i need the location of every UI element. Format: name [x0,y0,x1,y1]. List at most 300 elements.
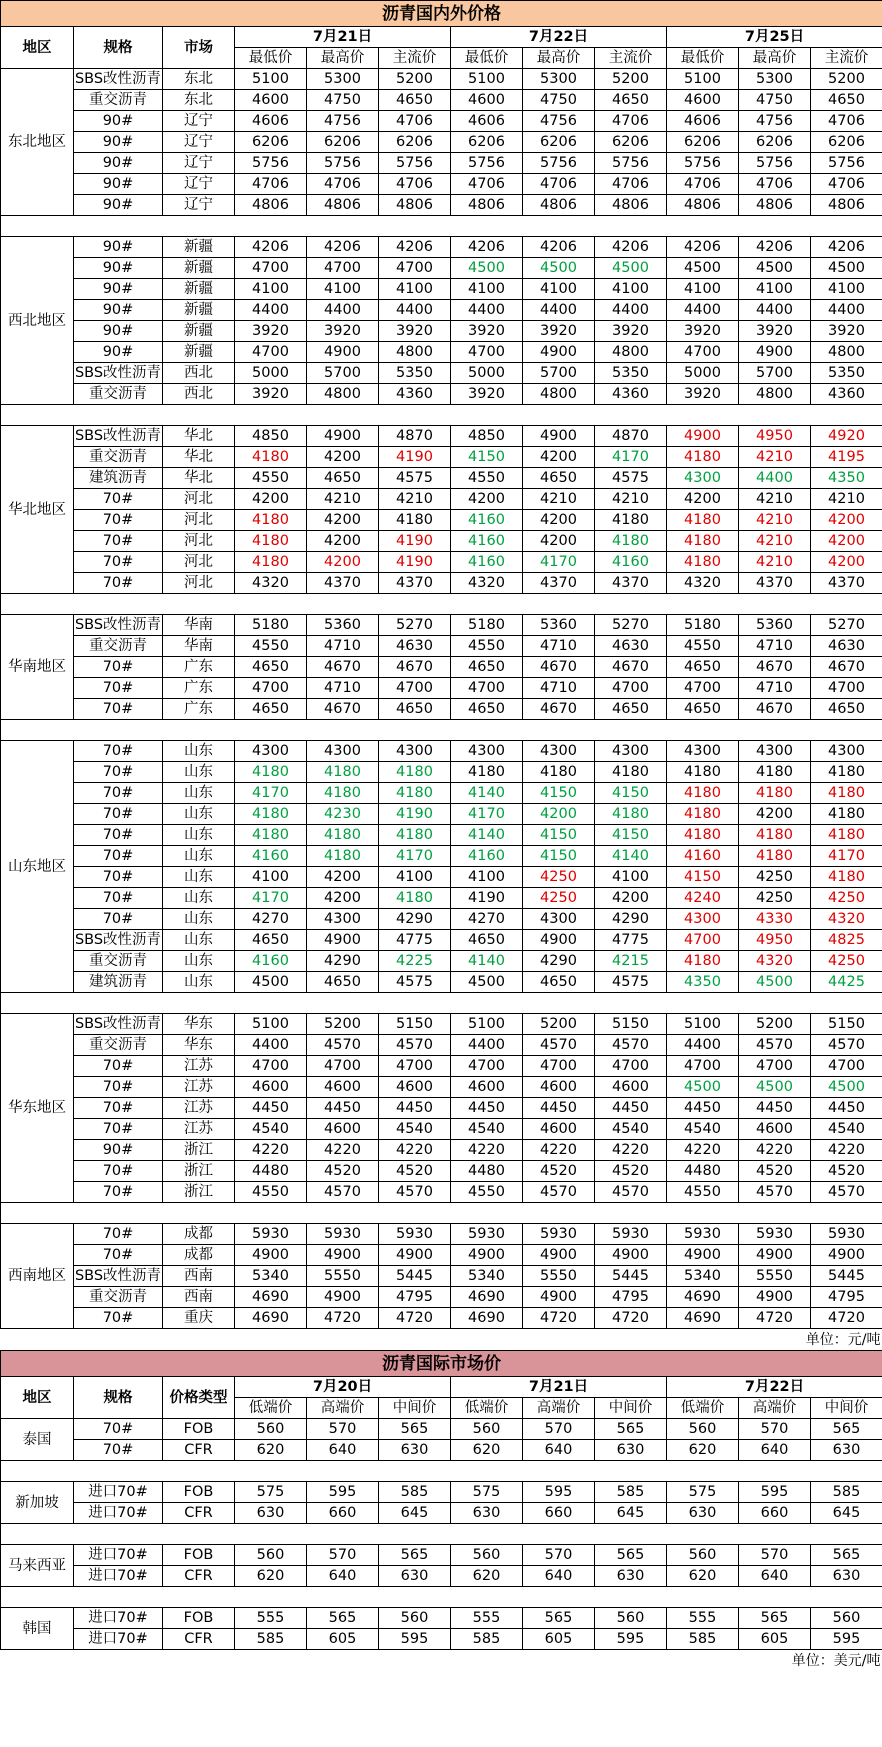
price-cell: 4180 [379,888,451,909]
market-cell: 广东 [163,657,235,678]
price-cell: 4650 [811,90,882,111]
spec-cell: 70# [74,531,163,552]
price-cell: 5180 [451,615,523,636]
price-cell: 4650 [307,468,379,489]
price-cell: 4806 [307,195,379,216]
price-cell: 5930 [307,1224,379,1245]
price-cell: 4690 [235,1287,307,1308]
price-cell: 4180 [307,762,379,783]
market-cell: 成都 [163,1245,235,1266]
spec-cell: 70# [74,888,163,909]
price-cell: 3920 [523,321,595,342]
table-row [1,552,882,573]
price-cell: 4720 [523,1308,595,1329]
spec-cell: 进口70# [74,1503,163,1524]
price-cell: 620 [235,1566,307,1587]
price-cell: 4600 [379,1077,451,1098]
price-cell: 5756 [523,153,595,174]
market-cell: 浙江 [163,1140,235,1161]
price-cell: 565 [379,1545,451,1566]
price-cell: 4350 [667,972,739,993]
price-cell: 4806 [595,195,667,216]
price-cell: 4795 [595,1287,667,1308]
price-cell: 4225 [379,951,451,972]
price-cell: 5200 [523,1014,595,1035]
price-cell: 660 [739,1503,811,1524]
price-cell: 5930 [451,1224,523,1245]
price-cell: 4206 [307,237,379,258]
price-cell: 4180 [235,552,307,573]
price-cell: 4180 [307,825,379,846]
price-cell: 4100 [523,279,595,300]
price-cell: 4850 [235,426,307,447]
price-cell: 4180 [811,762,882,783]
spec-cell: 70# [74,1077,163,1098]
price-cell: 4160 [451,531,523,552]
price-cell: 4600 [595,1077,667,1098]
price-cell: 4710 [307,678,379,699]
price-cell: 4500 [523,258,595,279]
price-cell: 6206 [739,132,811,153]
price-cell: 630 [379,1440,451,1461]
spec-cell: SBS改性沥青 [74,1266,163,1287]
price-cell: 4606 [451,111,523,132]
price-cell: 4180 [595,510,667,531]
price-cell: 4180 [235,531,307,552]
price-cell: 605 [523,1629,595,1650]
table-row [1,657,882,678]
price-cell: 4480 [667,1161,739,1182]
price-cell: 4900 [523,342,595,363]
table-row [1,1287,882,1308]
price-cell: 575 [667,1482,739,1503]
spec-cell: 70# [74,1440,163,1461]
table-row [1,342,882,363]
table-row [1,573,882,594]
price-cell: 4806 [739,195,811,216]
table-row [1,279,882,300]
price-cell: 645 [379,1503,451,1524]
price-cell: 4710 [307,636,379,657]
price-cell: 585 [451,1629,523,1650]
market-cell: 西北 [163,384,235,405]
spec-cell: 90# [74,195,163,216]
market-cell: 西南 [163,1266,235,1287]
price-cell: 4570 [307,1035,379,1056]
price-cell: 4330 [739,909,811,930]
price-cell: 4540 [235,1119,307,1140]
price-cell: 5930 [379,1224,451,1245]
price-cell: 4180 [235,510,307,531]
price-cell: 3920 [811,321,882,342]
price-cell: 4300 [523,909,595,930]
price-cell: 5000 [235,363,307,384]
price-cell: 3920 [379,321,451,342]
market-cell: 重庆 [163,1308,235,1329]
spacer-row [1,405,882,426]
price-cell: 4756 [739,111,811,132]
table-row [1,1545,882,1566]
table-row [1,1608,882,1629]
price-cell: 4706 [307,174,379,195]
price-cell: 4180 [739,762,811,783]
table-row [1,699,882,720]
price-cell: 4710 [523,678,595,699]
price-cell: 4200 [523,804,595,825]
table-row [1,1140,882,1161]
price-cell: 4100 [595,867,667,888]
market-cell: FOB [163,1419,235,1440]
header-date-3: 7月25日 [667,27,882,48]
price-cell: 4706 [379,111,451,132]
spec-cell: 建筑沥青 [74,972,163,993]
price-cell: 4250 [523,888,595,909]
price-cell: 4170 [523,552,595,573]
price-cell: 605 [307,1629,379,1650]
spec-cell: 90# [74,342,163,363]
price-cell: 4300 [667,468,739,489]
price-cell: 4300 [811,741,882,762]
price-cell: 4570 [739,1035,811,1056]
price-cell: 4500 [811,258,882,279]
table-row [1,300,882,321]
price-cell: 4400 [451,1035,523,1056]
price-cell: 4370 [595,573,667,594]
price-cell: 4140 [451,783,523,804]
price-cell: 4150 [595,783,667,804]
price-cell: 4170 [811,846,882,867]
market-cell: 山东 [163,972,235,993]
price-cell: 4230 [307,804,379,825]
price-cell: 4220 [235,1140,307,1161]
price-cell: 4180 [811,783,882,804]
spacer-row [1,1524,882,1545]
price-cell: 5700 [523,363,595,384]
market-cell: 西南 [163,1287,235,1308]
header-low: 最低价 [667,48,739,69]
price-cell: 4500 [739,258,811,279]
price-cell: 4800 [523,384,595,405]
price-cell: 6206 [595,132,667,153]
price-cell: 4180 [235,825,307,846]
market-cell: 新疆 [163,258,235,279]
spacer-row [1,1587,882,1608]
price-cell: 5756 [595,153,667,174]
price-cell: 5930 [739,1224,811,1245]
price-cell: 4180 [811,825,882,846]
price-cell: 5930 [667,1224,739,1245]
price-cell: 4180 [451,762,523,783]
price-cell: 4180 [379,762,451,783]
price-cell: 4200 [811,552,882,573]
spec-cell: 70# [74,1308,163,1329]
header-high: 最高价 [523,48,595,69]
spec-cell: 90# [74,300,163,321]
price-cell: 3920 [307,321,379,342]
price-cell: 5700 [739,363,811,384]
price-cell: 4600 [235,1077,307,1098]
header-low: 低端价 [451,1398,523,1419]
market-cell: 江苏 [163,1056,235,1077]
price-cell: 4630 [811,636,882,657]
price-cell: 4180 [235,447,307,468]
price-cell: 4180 [667,804,739,825]
price-cell: 4450 [379,1098,451,1119]
price-cell: 4720 [595,1308,667,1329]
price-cell: 5700 [307,363,379,384]
spacer-row [1,216,882,237]
price-cell: 4540 [667,1119,739,1140]
price-cell: 5180 [667,615,739,636]
header-high: 最高价 [307,48,379,69]
price-cell: 565 [307,1608,379,1629]
price-cell: 4670 [595,657,667,678]
unit-row [1,1650,882,1672]
price-cell: 4900 [307,930,379,951]
price-cell: 4190 [379,531,451,552]
price-cell: 4195 [811,447,882,468]
spec-cell: 70# [74,783,163,804]
price-cell: 630 [811,1440,882,1461]
market-cell: 辽宁 [163,132,235,153]
price-cell: 630 [595,1566,667,1587]
price-cell: 4900 [523,1287,595,1308]
spacer-cell [1,1524,882,1545]
price-cell: 4670 [739,699,811,720]
spacer-row [1,993,882,1014]
price-cell: 4500 [667,1077,739,1098]
price-cell: 560 [811,1608,882,1629]
price-cell: 4370 [811,573,882,594]
spec-cell: 进口70# [74,1629,163,1650]
table-row [1,1440,882,1461]
market-cell: 辽宁 [163,153,235,174]
price-cell: 4606 [235,111,307,132]
price-cell: 4720 [739,1308,811,1329]
price-cell: 6206 [811,132,882,153]
price-cell: 4100 [595,279,667,300]
price-cell: 660 [523,1503,595,1524]
price-cell: 4150 [595,825,667,846]
price-cell: 4700 [307,1056,379,1077]
international-price-table [0,1350,882,1671]
price-cell: 555 [667,1608,739,1629]
price-cell: 5340 [451,1266,523,1287]
market-cell: 新疆 [163,321,235,342]
price-cell: 4180 [667,552,739,573]
market-cell: 山东 [163,825,235,846]
price-cell: 4210 [739,510,811,531]
spec-cell: 90# [74,321,163,342]
header-high: 高端价 [739,1398,811,1419]
table-row [1,1566,882,1587]
price-cell: 5350 [595,363,667,384]
price-cell: 4220 [811,1140,882,1161]
price-cell: 4700 [235,678,307,699]
price-cell: 4160 [451,552,523,573]
price-cell: 4206 [595,237,667,258]
price-cell: 4200 [307,531,379,552]
table-row [1,1629,882,1650]
table-row [1,174,882,195]
price-cell: 4500 [595,258,667,279]
price-cell: 4600 [307,1119,379,1140]
price-cell: 585 [379,1482,451,1503]
table-row [1,930,882,951]
header-spec: 规格 [74,27,163,69]
table-row [1,951,882,972]
price-cell: 4500 [451,972,523,993]
price-cell: 4180 [595,804,667,825]
table-row [1,468,882,489]
market-cell: 新疆 [163,237,235,258]
price-cell: 4400 [235,300,307,321]
price-cell: 4900 [235,1245,307,1266]
price-cell: 4950 [739,426,811,447]
price-cell: 4320 [739,951,811,972]
price-cell: 3920 [451,321,523,342]
price-cell: 4180 [667,510,739,531]
price-cell: 640 [739,1440,811,1461]
price-cell: 4900 [739,1245,811,1266]
price-cell: 4180 [379,783,451,804]
price-cell: 565 [739,1608,811,1629]
price-cell: 4200 [595,888,667,909]
table-row [1,1035,882,1056]
price-cell: 4210 [307,489,379,510]
price-cell: 555 [451,1608,523,1629]
unit-note: 单位：美元/吨 [791,1652,881,1669]
table-row [1,1077,882,1098]
price-cell: 4240 [667,888,739,909]
market-cell: 辽宁 [163,174,235,195]
price-cell: 4300 [379,741,451,762]
table-row [1,804,882,825]
price-cell: 5270 [379,615,451,636]
price-cell: 4650 [307,972,379,993]
price-cell: 645 [595,1503,667,1524]
region-cell: 华南地区 [1,615,74,720]
price-cell: 4806 [523,195,595,216]
price-cell: 5340 [235,1266,307,1287]
price-cell: 4400 [595,300,667,321]
price-cell: 585 [667,1629,739,1650]
price-cell: 5930 [811,1224,882,1245]
price-cell: 4800 [379,342,451,363]
header-low: 最低价 [451,48,523,69]
price-cell: 5445 [379,1266,451,1287]
price-cell: 640 [523,1440,595,1461]
price-cell: 4670 [811,657,882,678]
price-cell: 4270 [235,909,307,930]
market-cell: 华东 [163,1035,235,1056]
price-cell: 4800 [595,342,667,363]
spec-cell: 进口70# [74,1608,163,1629]
price-cell: 4550 [451,468,523,489]
price-cell: 5270 [811,615,882,636]
price-cell: 645 [811,1503,882,1524]
price-cell: 630 [667,1503,739,1524]
price-cell: 4160 [451,510,523,531]
price-cell: 4210 [379,489,451,510]
region-cell: 华东地区 [1,1014,74,1203]
table-row [1,846,882,867]
price-cell: 595 [739,1482,811,1503]
header-low: 最低价 [235,48,307,69]
price-cell: 4360 [595,384,667,405]
market-cell: 辽宁 [163,195,235,216]
price-cell: 4206 [811,237,882,258]
spec-cell: SBS改性沥青 [74,363,163,384]
price-cell: 4795 [379,1287,451,1308]
price-cell: 4575 [379,468,451,489]
price-cell: 4250 [739,888,811,909]
price-cell: 595 [379,1629,451,1650]
price-cell: 4450 [595,1098,667,1119]
table-row [1,972,882,993]
price-cell: 4650 [235,657,307,678]
price-cell: 4200 [811,531,882,552]
price-cell: 3920 [595,321,667,342]
market-cell: 江苏 [163,1119,235,1140]
table-row [1,1182,882,1203]
price-cell: 4500 [811,1077,882,1098]
price-cell: 5350 [379,363,451,384]
table-row [1,258,882,279]
price-cell: 4100 [307,279,379,300]
price-cell: 640 [523,1566,595,1587]
spec-cell: SBS改性沥青 [74,930,163,951]
price-cell: 4450 [811,1098,882,1119]
price-cell: 5756 [235,153,307,174]
price-cell: 4400 [307,300,379,321]
header-date-2: 7月22日 [451,27,667,48]
market-cell: 河北 [163,552,235,573]
price-cell: 4300 [307,909,379,930]
spacer-row [1,1203,882,1224]
price-cell: 4206 [523,237,595,258]
price-cell: 4170 [235,888,307,909]
table-row [1,1503,882,1524]
header-main: 主流价 [595,48,667,69]
header-main: 主流价 [811,48,882,69]
price-cell: 560 [667,1545,739,1566]
table-row [1,1119,882,1140]
price-cell: 4756 [523,111,595,132]
price-cell: 4250 [523,867,595,888]
price-cell: 4750 [307,90,379,111]
price-cell: 4650 [595,90,667,111]
price-cell: 565 [595,1419,667,1440]
price-cell: 4100 [667,279,739,300]
price-cell: 4700 [667,1056,739,1077]
price-cell: 575 [451,1482,523,1503]
price-cell: 4806 [811,195,882,216]
price-cell: 5150 [811,1014,882,1035]
price-cell: 4200 [451,489,523,510]
price-cell: 4706 [739,174,811,195]
price-cell: 4480 [235,1161,307,1182]
price-cell: 4100 [451,279,523,300]
price-cell: 4700 [379,678,451,699]
price-cell: 4600 [523,1119,595,1140]
price-cell: 4400 [235,1035,307,1056]
price-cell: 4180 [235,804,307,825]
price-cell: 5340 [667,1266,739,1287]
spec-cell: 70# [74,1098,163,1119]
table-row [1,1161,882,1182]
market-cell: 华南 [163,615,235,636]
